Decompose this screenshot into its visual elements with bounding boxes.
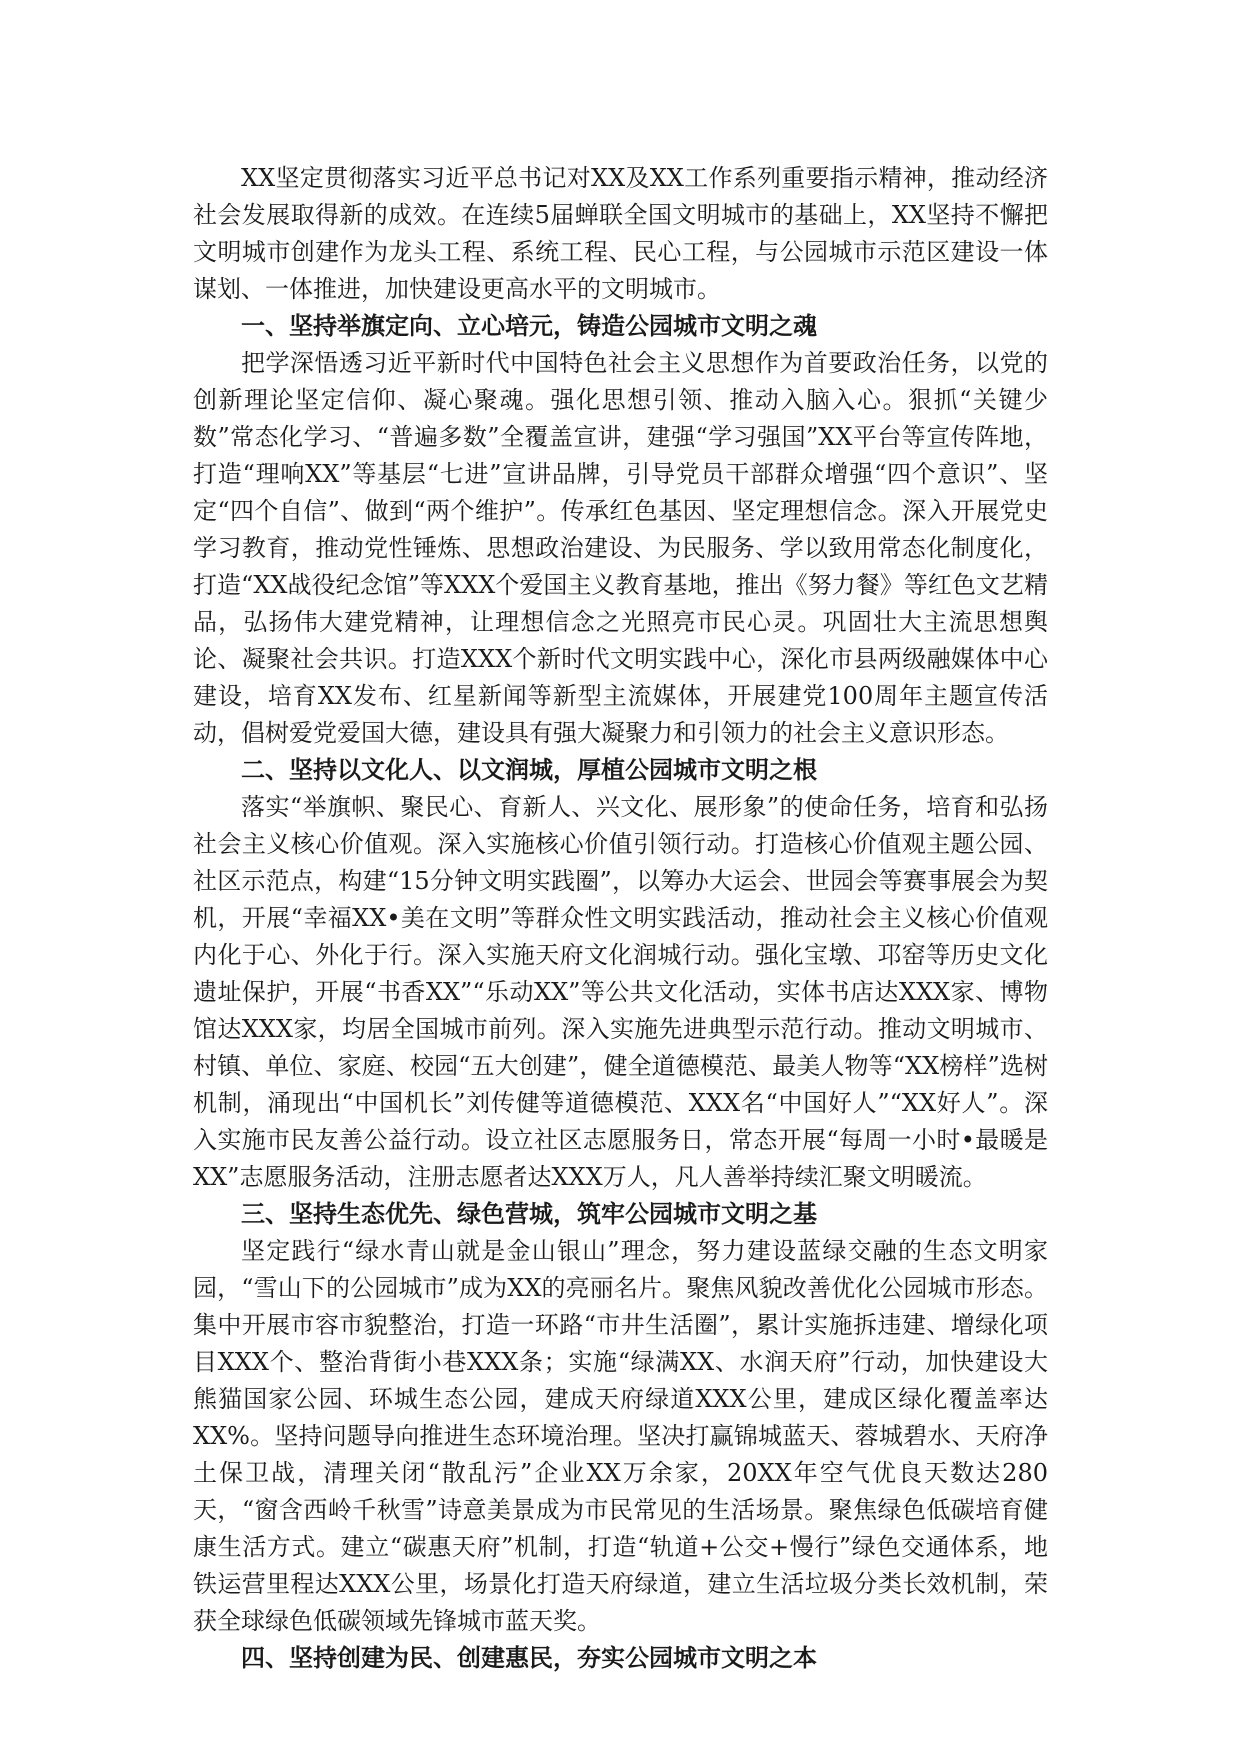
section-heading-2: 二、坚持以文化人、以文润城，厚植公园城市文明之根 xyxy=(241,756,817,784)
document-page xyxy=(193,160,1048,1677)
section-heading-4: 四、坚持创建为民、创建惠民，夯实公园城市文明之本 xyxy=(241,1644,817,1672)
section-heading-3: 三、坚持生态优先、绿色营城，筑牢公园城市文明之基 xyxy=(241,1200,817,1228)
intro-paragraph: XX坚定贯彻落实习近平总书记对XX及XX工作系列重要指示精神，推动经济社会发展取得新的成效。在连续5届蝉联全国文明城市的基础上，XX坚持不懈把文明城市创建作为龙头工程、系统工程、民心工程，与公园城市示范区建设一体谋划、一体推进，加快建设更高水平的文明城市。 xyxy=(193,164,1048,303)
section-body-2: 落实“举旗帜、聚民心、育新人、兴文化、展形象”的使命任务，培育和弘扬社会主义核心价值观。深入实施核心价值引领行动。打造核心价值观主题公园、社区示范点，构建“15分钟文明实践圈”，以筹办大运会、世园会等赛事展会为契机，开展“幸福XX•美在文明”等群众性文明实践活动，推动社会主义核心价值观内化于心、外化于行。深入实施天府文化润城行动。强化宝墩、邛窑等历史文化遗址保护，开展“书香XX”“乐动XX”等公共文化活动，实体书店达XXX家、博物馆达XXX家，均居全国城市前列。深入实施先进典型示范行动。推动文明城市、村镇、单位、家庭、校园“五大创建”，健全道德模范、最美人物等“XX榜样”选树机制，涌现出“中国机长”刘传健等道德模范、XXX名“中国好人”“XX好人”。深入实施市民友善公益行动。设立社区志愿服务日，常态开展“每周一小时•最暖是XX”志愿服务活动，注册志愿者达XXX万人，凡人善举持续汇聚文明暖流。 xyxy=(193,793,1048,1191)
section-body-3: 坚定践行“绿水青山就是金山银山”理念，努力建设蓝绿交融的生态文明家园，“雪山下的公园城市”成为XX的亮丽名片。聚焦风貌改善优化公园城市形态。集中开展市容市貌整治，打造一环路“市井生活圈”，累计实施拆违建、增绿化项目XXX个、整治背街小巷XXX条；实施“绿满XX、水润天府”行动，加快建设大熊猫国家公园、环城生态公园，建成天府绿道XXX公里，建成区绿化覆盖率达XX%。坚持问题导向推进生态环境治理。坚决打赢锦城蓝天、蓉城碧水、天府净土保卫战，清理关闭“散乱污”企业XX万余家，20XX年空气优良天数达280天，“窗含西岭千秋雪”诗意美景成为市民常见的生活场景。聚焦绿色低碳培育健康生活方式。建立“碳惠天府”机制，打造“轨道+公交+慢行”绿色交通体系，地铁运营里程达XXX公里，场景化打造天府绿道，建立生活垃圾分类长效机制，荣获全球绿色低碳领域先锋城市蓝天奖。 xyxy=(193,1237,1048,1635)
section-heading-1: 一、坚持举旗定向、立心培元，铸造公园城市文明之魂 xyxy=(241,312,817,340)
section-body-1: 把学深悟透习近平新时代中国特色社会主义思想作为首要政治任务，以党的创新理论坚定信仰、凝心聚魂。强化思想引领、推动入脑入心。狠抓“关键少数”常态化学习、“普遍多数”全覆盖宣讲，建强“学习强国”XX平台等宣传阵地，打造“理响XX”等基层“七进”宣讲品牌，引导党员干部群众增强“四个意识”、坚定“四个自信”、做到“两个维护”。传承红色基因、坚定理想信念。深入开展党史学习教育，推动党性锤炼、思想政治建设、为民服务、学以致用常态化制度化，打造“XX战役纪念馆”等XXX个爱国主义教育基地，推出《努力餐》等红色文艺精品，弘扬伟大建党精神，让理想信念之光照亮市民心灵。巩固壮大主流思想舆论、凝聚社会共识。打造XXX个新时代文明实践中心，深化市县两级融媒体中心建设，培育XX发布、红星新闻等新型主流媒体，开展建党100周年主题宣传活动，倡树爱党爱国大德，建设具有强大凝聚力和引领力的社会主义意识形态。 xyxy=(193,349,1048,747)
